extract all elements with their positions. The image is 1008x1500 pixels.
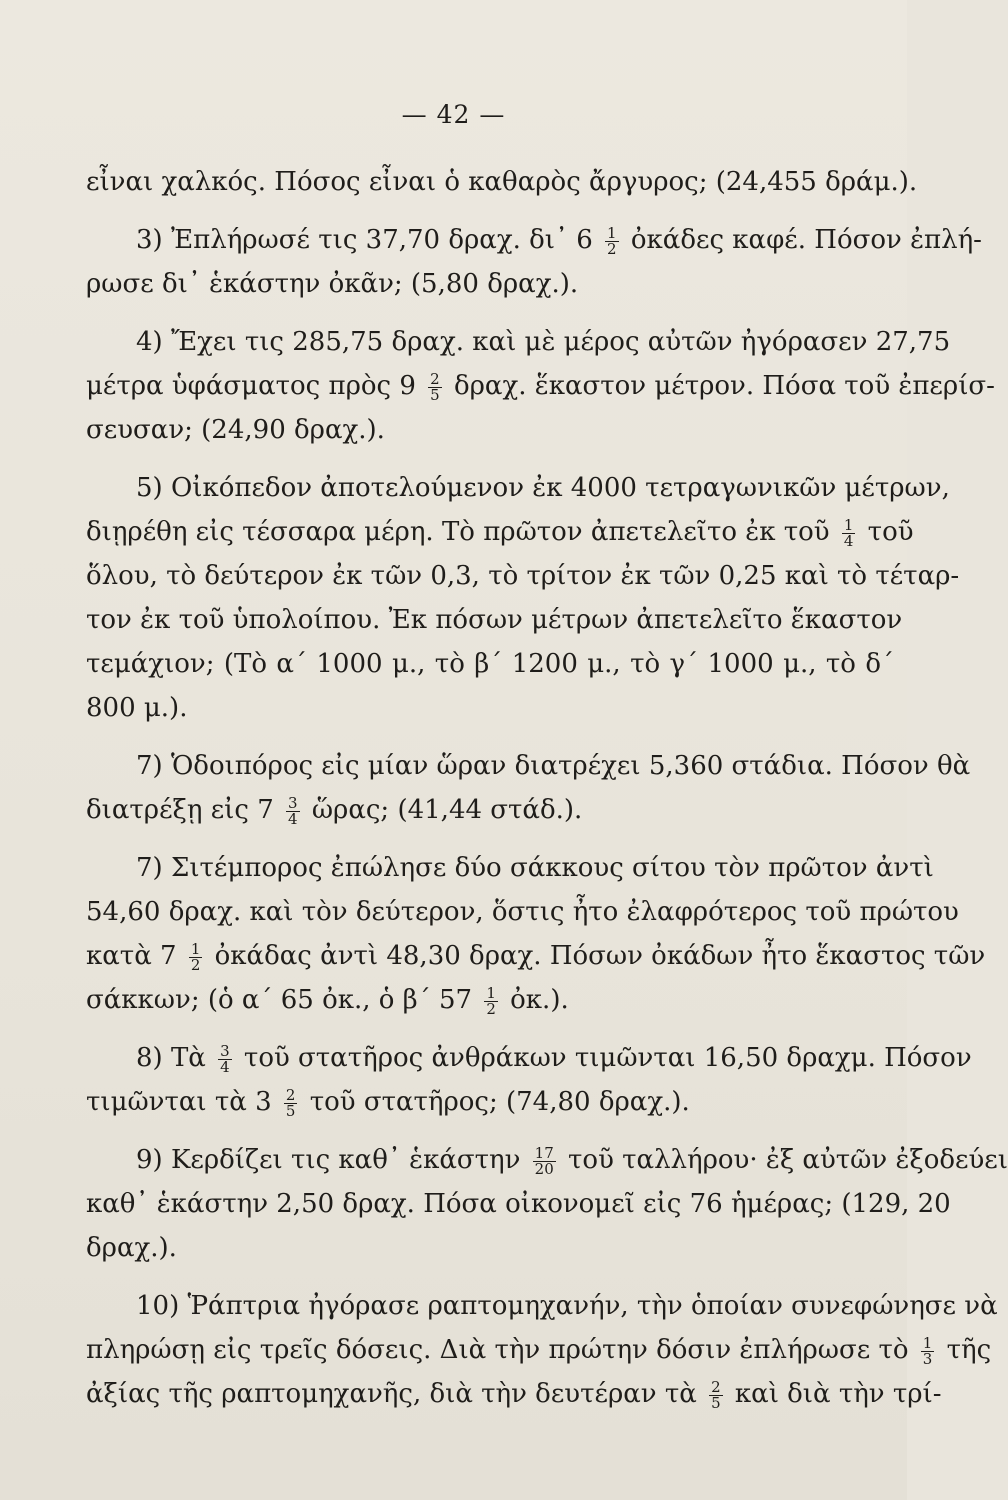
text-run: ὅλου, τὸ δεύτερον ἐκ τῶν 0,3, τὸ τρίτον ἐκ τῶν 0,25 καὶ τὸ τέταρ- — [86, 561, 960, 591]
text-run: 7) Σιτέμπορος ἐπώλησε δύο σάκκους σίτου τὸν πρῶτον ἀντὶ — [136, 853, 934, 883]
text-line — [86, 744, 971, 788]
fraction-denominator: 2 — [486, 999, 496, 1018]
text-run: 7) Ὁδοιπόρος εἰς μίαν ὥραν διατρέχει 5,360 στάδια. Πόσον θὰ — [136, 751, 971, 781]
fraction-numerator: 2 — [711, 1377, 721, 1396]
fraction-denominator: 5 — [711, 1393, 721, 1412]
fraction-denominator: 4 — [843, 531, 854, 550]
text-line — [86, 554, 960, 598]
text-run: ὀκάδας ἀντὶ 48,30 δραχ. Πόσων ὀκάδων ἦτο ἕκαστος τῶν — [206, 941, 986, 971]
text-run: 8) Τὰ — [136, 1043, 215, 1073]
text-line — [86, 510, 914, 554]
text-run: τιμῶνται τὰ 3 — [86, 1087, 280, 1117]
text-line — [86, 1372, 942, 1416]
fraction-numerator: 2 — [430, 369, 440, 388]
text-run: 3) Ἐπλήρωσέ τις 37,70 δραχ. δι᾽ 6 — [136, 225, 602, 255]
fraction-numerator: 3 — [220, 1041, 230, 1060]
text-run: σάκκων; (ὁ α΄ 65 ὀκ., ὁ β΄ 57 — [86, 985, 481, 1015]
text-line — [86, 686, 894, 730]
fraction — [842, 515, 856, 550]
text-line — [86, 1036, 972, 1080]
text-run: διῃρέθη εἰς τέσσαρα μέρη. Τὸ πρῶτον ἀπετελεῖτο ἐκ τοῦ — [86, 517, 838, 547]
fraction — [921, 1333, 935, 1368]
text-line — [86, 466, 950, 510]
text-run: διατρέξῃ εἰς 7 — [86, 795, 283, 825]
fraction — [189, 939, 203, 974]
fraction-numerator: 1 — [922, 1333, 933, 1352]
text-line — [86, 218, 982, 262]
text-run: τοῦ στατῆρος; (74,80 δραχ.). — [301, 1087, 690, 1117]
text-run: 54,60 δραχ. καὶ τὸν δεύτερον, ὅστις ἦτο ἐλαφρότερος τοῦ πρώτου — [86, 897, 959, 927]
text-run: 5) Οἰκόπεδον ἀποτελούμενον ἐκ 4000 τετραγωνικῶν μέτρων, — [136, 473, 950, 503]
fraction — [484, 983, 498, 1018]
text-line — [86, 788, 894, 832]
text-line — [86, 262, 894, 306]
text-line — [86, 1328, 992, 1372]
text-run: σευσαν; (24,90 δραχ.). — [86, 415, 385, 445]
text-line — [86, 978, 894, 1022]
text-line — [86, 320, 951, 364]
text-line — [86, 1138, 1008, 1182]
fraction-numerator: 1 — [190, 939, 201, 958]
text-run: τον ἐκ τοῦ ὑπολοίπου. Ἐκ πόσων μέτρων ἀπετελεῖτο ἕκαστον — [86, 605, 903, 635]
text-run: καθ᾽ ἑκάστην 2,50 δραχ. Πόσα οἰκονομεῖ εἰς 76 ἡμέρας; (129, 20 — [86, 1189, 951, 1219]
text-run: τοῦ στατῆρος ἀνθράκων τιμῶνται 16,50 δραχμ. Πόσον — [235, 1043, 972, 1073]
text-run: ὀκάδες καφέ. Πόσον ἐπλή- — [622, 225, 982, 255]
fraction-denominator: 3 — [922, 1349, 933, 1368]
text-line — [86, 364, 995, 408]
text-line — [86, 934, 986, 978]
text-line — [86, 642, 894, 686]
text-run: κατὰ 7 — [86, 941, 185, 971]
fraction — [284, 1085, 298, 1120]
fraction-numerator: 1 — [607, 223, 617, 242]
text-run: 4) Ἔχει τις 285,75 δραχ. καὶ μὲ μέρος αὐτῶν ἠγόρασεν 27,75 — [136, 327, 951, 357]
text-run: τῆς — [938, 1335, 992, 1365]
page-number: — 42 — — [401, 100, 506, 129]
text-run: πληρώσῃ εἰς τρεῖς δόσεις. Διὰ τὴν πρώτην δόσιν ἐπλήρωσε τὸ — [86, 1335, 917, 1365]
fraction — [218, 1041, 232, 1076]
text-run: δραχ.). — [86, 1233, 177, 1263]
text-line — [86, 890, 959, 934]
fraction-denominator: 2 — [607, 239, 617, 258]
text-line — [86, 846, 934, 890]
fraction — [533, 1143, 556, 1178]
text-line — [86, 408, 894, 452]
text-run: ὥρας; (41,44 στάδ.). — [303, 795, 583, 825]
text-body — [86, 160, 1008, 1416]
fraction-denominator: 5 — [285, 1101, 296, 1120]
text-run: τεμάχιον; (Τὸ α΄ 1000 μ., τὸ β΄ 1200 μ., τὸ γ΄ 1000 μ., τὸ δ΄ — [86, 649, 894, 679]
fraction-denominator: 5 — [430, 385, 440, 404]
text-run: μέτρα ὑφάσματος πρὸς 9 — [86, 371, 425, 401]
fraction-numerator: 1 — [843, 515, 854, 534]
fraction-denominator: 4 — [220, 1057, 230, 1076]
text-run: δραχ. ἕκαστον μέτρον. Πόσα τοῦ ἐπερίσ- — [445, 371, 995, 401]
text-line — [86, 1182, 951, 1226]
fraction-denominator: 4 — [288, 809, 298, 828]
text-run: ὀκ.). — [501, 985, 569, 1015]
fraction — [428, 369, 442, 404]
text-run: καὶ διὰ τὴν τρί- — [726, 1379, 942, 1409]
fraction — [605, 223, 619, 258]
fraction — [286, 793, 300, 828]
text-run: εἶναι χαλκός. Πόσος εἶναι ὁ καθαρὸς ἄργυρος; (24,455 δράμ.). — [86, 167, 918, 197]
text-run: 800 μ.). — [86, 693, 188, 723]
text-run: τοῦ ταλλήρου· ἐξ αὐτῶν ἐξοδεύει — [559, 1145, 1008, 1175]
text-run: τοῦ — [859, 517, 914, 547]
text-line — [86, 1226, 894, 1270]
text-run: ρωσε δι᾽ ἑκάστην ὀκᾶν; (5,80 δραχ.). — [86, 269, 579, 299]
fraction-denominator: 20 — [534, 1159, 554, 1178]
text-run: ἀξίας τῆς ραπτομηχανῆς, διὰ τὴν δευτέραν τὰ — [86, 1379, 706, 1409]
text-run: 9) Κερδίζει τις καθ᾽ ἑκάστην — [136, 1145, 529, 1175]
fraction-numerator: 1 — [486, 983, 496, 1002]
text-line — [86, 160, 918, 204]
fraction — [709, 1377, 723, 1412]
fraction-numerator: 17 — [534, 1143, 554, 1162]
fraction-numerator: 3 — [288, 793, 298, 812]
text-line — [86, 1284, 998, 1328]
text-line — [86, 1080, 894, 1124]
text-run: 10) Ῥάπτρια ἠγόρασε ραπτομηχανήν, τὴν ὁποίαν συνεφώνησε νὰ — [136, 1291, 998, 1321]
fraction-numerator: 2 — [285, 1085, 296, 1104]
fraction-denominator: 2 — [190, 955, 201, 974]
text-line — [86, 598, 903, 642]
